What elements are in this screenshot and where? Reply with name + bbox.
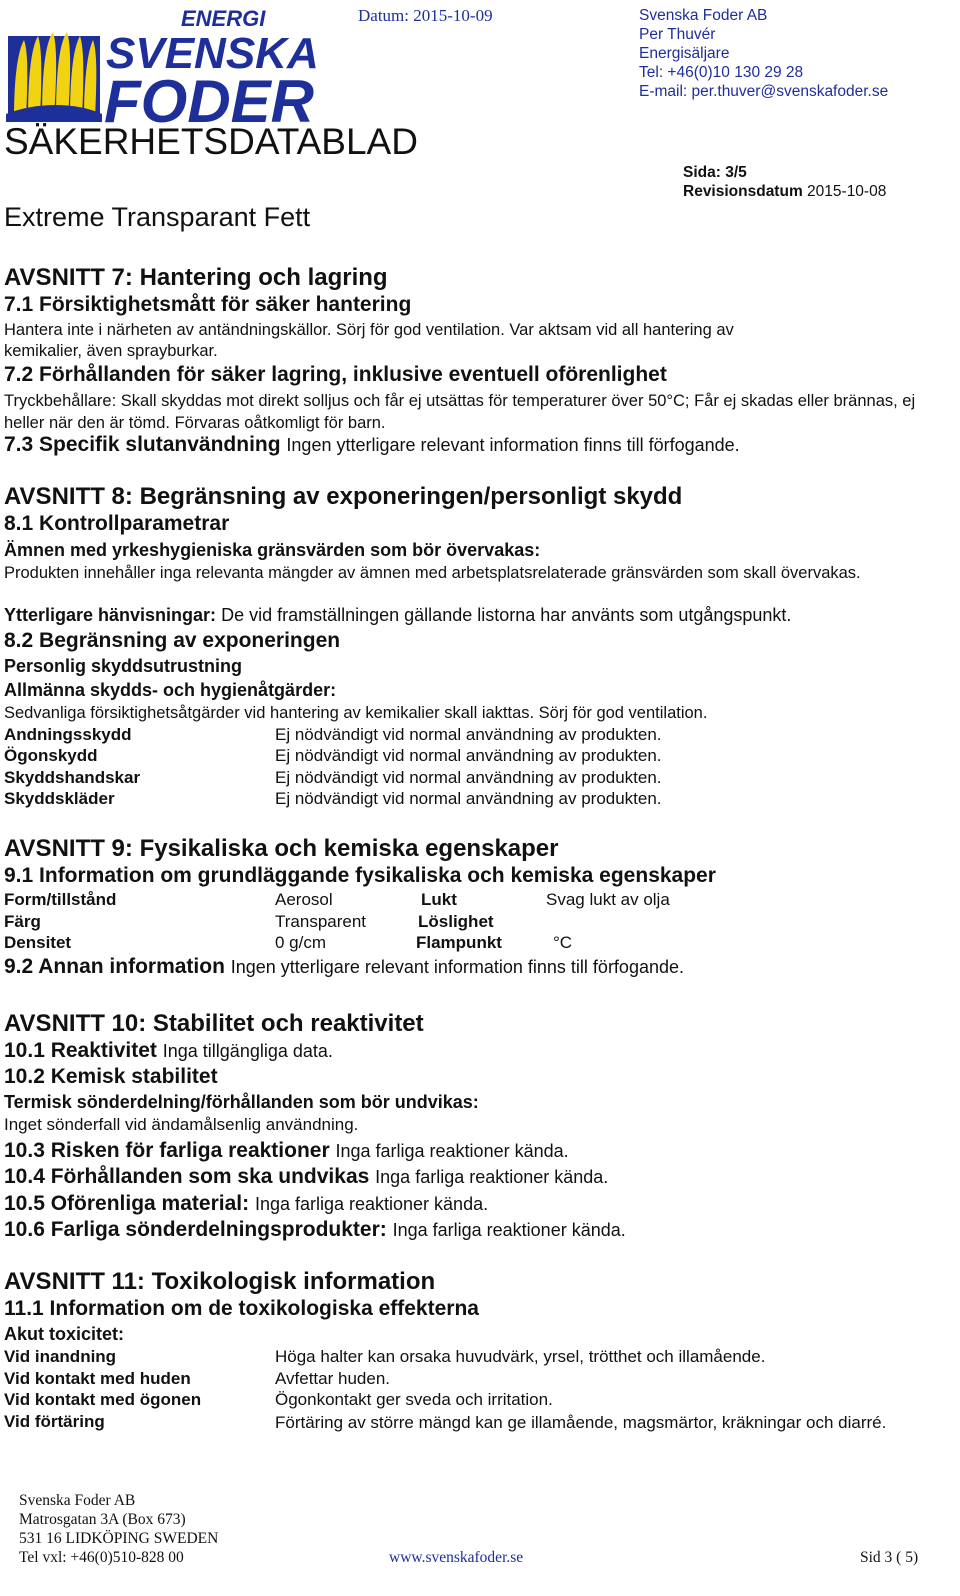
heading-11-1: 11.1 Information om de toxikologiska effekterna bbox=[4, 1297, 479, 1320]
product-name: Extreme Transparant Fett bbox=[4, 202, 311, 232]
heading-7-1: 7.1 Försiktighetsmått för säker hantering bbox=[4, 293, 412, 316]
heading-8-1-substances: Ämnen med yrkeshygieniska gränsvärden som bör övervakas: bbox=[4, 540, 541, 560]
heading-7-3: 7.3 Specifik slutanvändning bbox=[4, 433, 281, 456]
footer-website-link[interactable]: www.svenskafoder.se bbox=[389, 1549, 524, 1566]
property-label: Lukt bbox=[421, 890, 457, 909]
property-value: 0 g/cm bbox=[275, 933, 327, 952]
text-7-2: Tryckbehållare: Skall skyddas mot direkt solljus och får ej utsättas för temperaturer över 50°C; Får ej skadas eller brännas, ej heller när den är tömd. Förvaras oåtkomligt för barn. bbox=[4, 392, 916, 432]
heading-8-2-ppe: Personlig skyddsutrustning bbox=[4, 656, 243, 676]
toxicity-row-value: Förtäring av större mängd kan ge illamående, magsmärtor, kräkningar och diarré. bbox=[275, 1413, 887, 1432]
svenska-foder-logo bbox=[6, 6, 336, 126]
heading-10-1: 10.1 Reaktivitet bbox=[4, 1039, 157, 1062]
header-contact-name: Per Thuvér bbox=[639, 26, 716, 43]
logo-text-foder: FODER bbox=[104, 68, 314, 126]
text-8-2: Sedvanliga försiktighetsåtgärder vid hantering av kemikalier skall iakttas. Sörj för god ventilation. bbox=[4, 704, 708, 722]
toxicity-row-label: Vid inandning bbox=[4, 1347, 117, 1366]
ppe-row-label: Ögonskydd bbox=[4, 746, 98, 765]
extra-references-label: Ytterligare hänvisningar: bbox=[4, 605, 217, 625]
section-10-title: AVSNITT 10: Stabilitet och reaktivitet bbox=[4, 1010, 424, 1037]
section-7-title: AVSNITT 7: Hantering och lagring bbox=[4, 264, 388, 291]
heading-10-6: 10.6 Farliga sönderdelningsprodukter: bbox=[4, 1218, 387, 1241]
header-email[interactable]: E-mail: per.thuver@svenskafoder.se bbox=[639, 83, 889, 100]
text-9-2: Ingen ytterligare relevant information finns till förfogande. bbox=[230, 957, 685, 977]
section-8-title: AVSNITT 8: Begränsning av exponeringen/personligt skydd bbox=[4, 483, 683, 510]
property-value: Aerosol bbox=[275, 890, 333, 909]
property-label: Färg bbox=[4, 912, 41, 931]
property-label: Flampunkt bbox=[416, 933, 502, 952]
text-7-1: Hantera inte i närheten av antändningskällor. Sörj för god ventilation. Var aktsam vid all hantering av kemikalier, även sprayburkar. bbox=[4, 321, 734, 360]
ppe-row-value: Ej nödvändigt vid normal användning av produkten. bbox=[275, 789, 662, 808]
heading-11-1-acute: Akut toxicitet: bbox=[4, 1324, 125, 1344]
heading-8-2: 8.2 Begränsning av exponeringen bbox=[4, 629, 341, 652]
heading-10-1-row bbox=[4, 1039, 333, 1063]
ppe-row-label: Skyddshandskar bbox=[4, 768, 141, 787]
text-10-1: Inga tillgängliga data. bbox=[162, 1041, 333, 1061]
heading-10-2-thermal: Termisk sönderdelning/förhållanden som bör undvikas: bbox=[4, 1092, 479, 1112]
toxicity-row-label: Vid kontakt med ögonen bbox=[4, 1390, 202, 1409]
heading-10-6-row bbox=[4, 1218, 626, 1242]
property-label: Löslighet bbox=[418, 912, 494, 931]
property-label: Form/tillstånd bbox=[4, 890, 117, 909]
extra-references-text: De vid framställningen gällande listorna har använts som utgångspunkt. bbox=[221, 605, 792, 625]
property-value: Transparent bbox=[275, 912, 367, 931]
revision-row bbox=[683, 183, 886, 201]
text-8-1: Produkten innehåller inga relevanta mängder av ämnen med arbetsplatsrelaterade gränsvärden som skall övervakas. bbox=[4, 564, 861, 582]
document-title: SÄKERHETSDATABLAD bbox=[4, 121, 418, 162]
property-value: °C bbox=[553, 933, 573, 952]
ppe-row-label: Andningsskydd bbox=[4, 725, 132, 744]
heading-8-2-general: Allmänna skydds- och hygienåtgärder: bbox=[4, 680, 337, 700]
footer-address: Matrosgatan 3A (Box 673) bbox=[19, 1511, 186, 1528]
footer-city: 531 16 LIDKÖPING SWEDEN bbox=[19, 1530, 219, 1547]
heading-7-3-row bbox=[4, 433, 740, 457]
heading-10-5-row bbox=[4, 1192, 488, 1216]
section-9-title: AVSNITT 9: Fysikaliska och kemiska egenskaper bbox=[4, 835, 559, 862]
page-indicator: Sida: 3/5 bbox=[683, 164, 747, 181]
header-contact-title: Energisäljare bbox=[639, 45, 730, 62]
ppe-row-value: Ej nödvändigt vid normal användning av produkten. bbox=[275, 725, 662, 744]
heading-9-2-row bbox=[4, 955, 684, 979]
text-10-2: Inget sönderfall vid ändamålsenlig användning. bbox=[4, 1115, 359, 1134]
text-10-6: Inga farliga reaktioner kända. bbox=[392, 1220, 626, 1240]
heading-10-4-row bbox=[4, 1165, 608, 1189]
text-10-5: Inga farliga reaktioner kända. bbox=[254, 1194, 489, 1214]
heading-9-2: 9.2 Annan information bbox=[4, 955, 225, 978]
toxicity-row-value: Höga halter kan orsaka huvudvärk, yrsel, trötthet och illamående. bbox=[275, 1347, 766, 1366]
footer-page-number: Sid 3 ( 5) bbox=[860, 1549, 919, 1566]
heading-10-5: 10.5 Oförenliga material: bbox=[4, 1192, 250, 1215]
heading-10-3: 10.3 Risken för farliga reaktioner bbox=[4, 1139, 330, 1162]
logo-text-svenska: SVENSKA bbox=[106, 29, 319, 78]
heading-10-2: 10.2 Kemisk stabilitet bbox=[4, 1065, 218, 1088]
toxicity-row-value: Avfettar huden. bbox=[275, 1369, 390, 1388]
extra-references-row bbox=[4, 605, 791, 626]
text-7-3: Ingen ytterligare relevant information finns till förfogande. bbox=[286, 435, 740, 455]
header-phone: Tel: +46(0)10 130 29 28 bbox=[639, 64, 804, 81]
heading-8-1: 8.1 Kontrollparametrar bbox=[4, 512, 230, 535]
footer-company: Svenska Foder AB bbox=[19, 1492, 136, 1509]
heading-9-1: 9.1 Information om grundläggande fysikaliska och kemiska egenskaper bbox=[4, 864, 716, 887]
toxicity-row-label: Vid kontakt med huden bbox=[4, 1369, 191, 1388]
ppe-row-value: Ej nödvändigt vid normal användning av produkten. bbox=[275, 768, 662, 787]
toxicity-row-value: Ögonkontakt ger sveda och irritation. bbox=[275, 1390, 553, 1409]
text-10-3: Inga farliga reaktioner kända. bbox=[335, 1141, 569, 1161]
heading-10-4: 10.4 Förhållanden som ska undvikas bbox=[4, 1165, 370, 1188]
heading-10-3-row bbox=[4, 1139, 569, 1163]
property-value: Svag lukt av olja bbox=[546, 890, 670, 909]
revision-label: Revisionsdatum bbox=[683, 183, 803, 200]
heading-7-2: 7.2 Förhållanden för säker lagring, inklusive eventuell oförenlighet bbox=[4, 363, 667, 386]
header-date: Datum: 2015-10-09 bbox=[358, 6, 493, 25]
header-company: Svenska Foder AB bbox=[639, 7, 768, 24]
footer-phone: Tel vxl: +46(0)510-828 00 bbox=[19, 1549, 184, 1566]
toxicity-row-label: Vid förtäring bbox=[4, 1412, 105, 1431]
wheat-logo-icon bbox=[6, 32, 102, 122]
section-11-title: AVSNITT 11: Toxikologisk information bbox=[4, 1268, 436, 1295]
property-label: Densitet bbox=[4, 933, 72, 952]
ppe-row-label: Skyddskläder bbox=[4, 789, 115, 808]
logo-text-energi: ENERGI bbox=[181, 6, 266, 31]
revision-date: 2015-10-08 bbox=[807, 183, 887, 200]
text-10-4: Inga farliga reaktioner kända. bbox=[375, 1167, 609, 1187]
ppe-row-value: Ej nödvändigt vid normal användning av produkten. bbox=[275, 746, 662, 765]
